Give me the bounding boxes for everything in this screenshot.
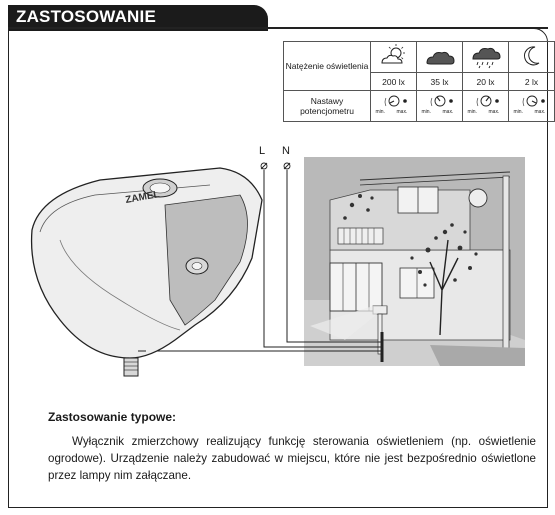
pot-min-label: min.: [513, 109, 523, 115]
terminal-markers: [261, 163, 290, 169]
lux-value: 35 lx: [417, 73, 463, 91]
illuminance-row-label: Natężenie oświetlenia: [284, 42, 371, 91]
application-heading: Zastosowanie typowe:: [48, 410, 177, 424]
section-title: ZASTOSOWANIE: [16, 7, 156, 26]
lux-value: 2 lx: [509, 73, 555, 91]
pot-max-label: max.: [396, 109, 408, 115]
live-wire-label: L: [259, 145, 266, 157]
potentiometer-row-label: Nastawy potencjometru: [284, 91, 371, 122]
application-description: Wyłącznik zmierzchowy realizujący funkcję sterowania oświetleniem (np. oświetlenie ogrodowe). Urządzenie należy zabudować w miejscu, które nie jest bezpośrednio oświetlone przez lampy nim załączane.: [48, 435, 536, 482]
pot-min-label: min.: [375, 109, 385, 115]
lux-value: 20 lx: [463, 73, 509, 91]
device-brand-label: ZAMEL: [124, 189, 161, 206]
pot-min-label: min.: [421, 109, 431, 115]
neutral-wire-label: N: [282, 145, 290, 157]
house-illustration: [304, 157, 525, 366]
pot-min-label: min.: [467, 109, 477, 115]
pot-max-label: max.: [534, 109, 546, 115]
pot-max-label: max.: [488, 109, 500, 115]
pot-max-label: max.: [442, 109, 454, 115]
lux-value: 200 lx: [371, 73, 417, 91]
